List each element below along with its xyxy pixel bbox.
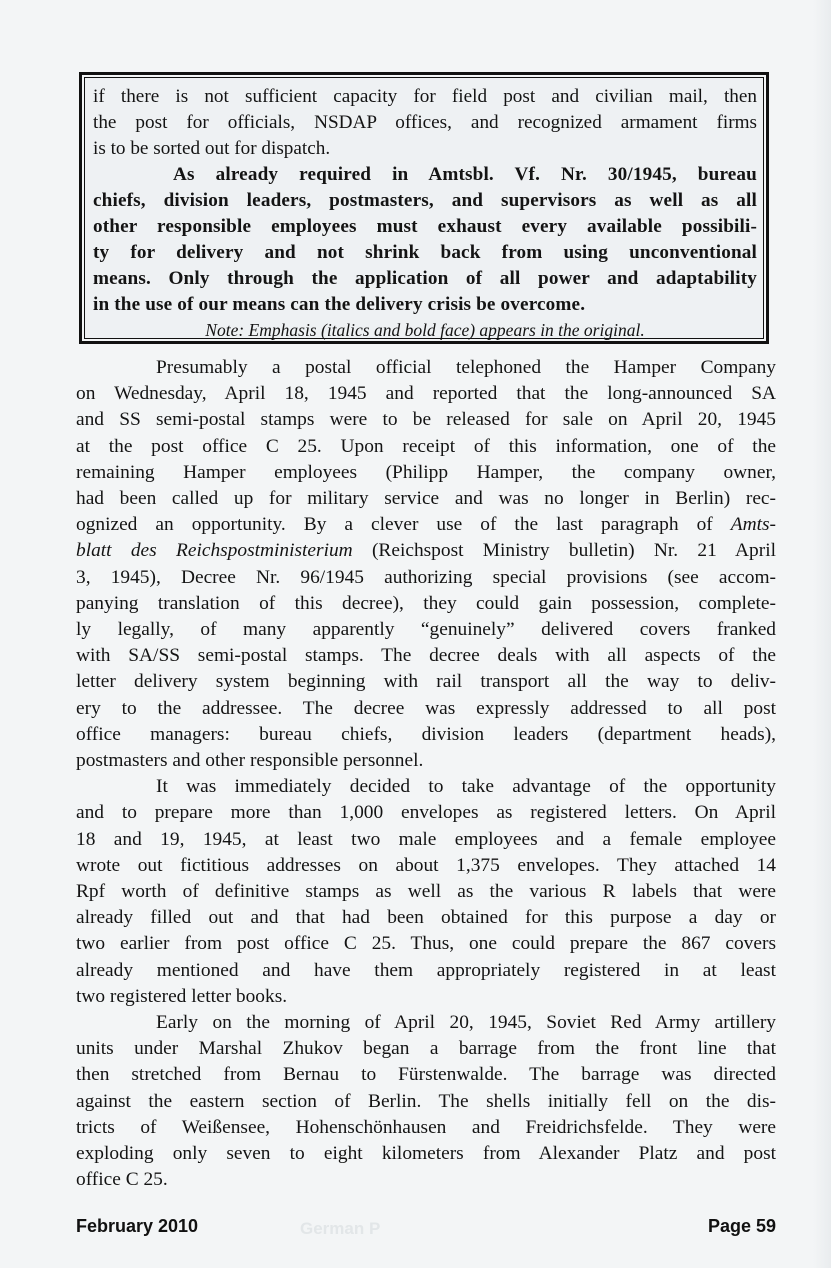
footer-date: February 2010 bbox=[76, 1216, 199, 1236]
text-line: Presumably a postal official telephoned the Hamper Company bbox=[156, 357, 776, 378]
text-segment: ognized an opportunity. By a clever use of the last paragraph of bbox=[76, 514, 731, 536]
text-line: Rpf worth of definitive stamps as well as the various R labels that were bbox=[76, 881, 776, 903]
text-line: office C 25. bbox=[76, 1169, 168, 1191]
page-edge-shadow bbox=[813, 0, 831, 1268]
text-line: at the post office C 25. Upon receipt of this information, one of the bbox=[76, 435, 776, 457]
text-line: already mentioned and have them appropriately registered in at least bbox=[76, 959, 776, 981]
quote-bold-text bbox=[93, 162, 757, 318]
text-line: letter delivery system beginning with rail transport all the way to deliv- bbox=[76, 671, 776, 693]
text-line: postmasters and other responsible personnel. bbox=[76, 750, 424, 772]
text-segment: (Reichspost Ministry bulletin) Nr. 21 April bbox=[352, 540, 776, 562]
emphasis-note: Note: Emphasis (italics and bold face) appears in the original. bbox=[205, 320, 645, 340]
quote-line: the post for officials, NSDAP offices, and recognized armament firms bbox=[93, 112, 757, 133]
text-line: ly legally, of many apparently “genuinely” delivered covers franked bbox=[76, 619, 776, 641]
quote-line: is to be sorted out for dispatch. bbox=[93, 138, 331, 159]
text-line: and to prepare more than 1,000 envelopes as registered letters. On April bbox=[76, 802, 776, 824]
quote-bold-line: chiefs, division leaders, postmasters, and supervisors as well as all bbox=[93, 190, 757, 211]
text-line: and SS semi-postal stamps were to be released for sale on April 20, 1945 bbox=[76, 409, 776, 431]
quote-line: if there is not sufficient capacity for field post and civilian mail, then bbox=[93, 86, 757, 107]
quote-bold-line: ty for delivery and not shrink back from using unconventional bbox=[93, 242, 757, 263]
text-line: had been called up for military service and was no longer in Berlin) rec- bbox=[76, 488, 776, 510]
text-line: Early on the morning of April 20, 1945, Soviet Red Army artillery bbox=[156, 1012, 776, 1034]
text-line: remaining Hamper employees (Philipp Hamper, the company owner, bbox=[76, 461, 776, 483]
boxed-quote bbox=[79, 72, 769, 344]
boxed-quote-inner bbox=[84, 77, 764, 339]
text-line: already filled out and that had been obtained for this purpose a day or bbox=[76, 907, 776, 929]
text-line: units under Marshal Zhukov began a barrage from the front line that bbox=[76, 1038, 776, 1060]
quote-bold-line: in the use of our means can the delivery crisis be overcome. bbox=[93, 294, 586, 315]
text-line: with SA/SS semi-postal stamps. The decree deals with all aspects of the bbox=[76, 645, 776, 667]
quote-bold-line: means. Only through the application of all power and adaptability bbox=[93, 268, 757, 289]
paragraph-1 bbox=[76, 355, 776, 774]
text-line bbox=[76, 512, 776, 538]
quote-bold-line: As already required in Amtsbl. Vf. Nr. 30/1945, bureau bbox=[173, 164, 757, 185]
paragraph-2 bbox=[76, 774, 776, 1010]
text-line: wrote out fictitious addresses on about 1,375 envelopes. They attached 14 bbox=[76, 854, 776, 876]
text-line bbox=[76, 538, 776, 564]
italic-title: blatt des Reichspostministerium bbox=[76, 540, 353, 562]
text-line: exploding only seven to eight kilometers from Alexander Platz and post bbox=[76, 1143, 776, 1165]
text-line: tricts of Weißensee, Hohenschönhausen and Freidrichsfelde. They were bbox=[76, 1116, 776, 1138]
quote-bold-line: other responsible employees must exhaust every available possibili- bbox=[93, 216, 757, 237]
page-number: Page 59 bbox=[707, 1216, 776, 1236]
paragraph-3 bbox=[76, 1010, 776, 1193]
quote-plain-text bbox=[93, 84, 757, 162]
page-footer bbox=[76, 1216, 776, 1237]
text-line: It was immediately decided to take advantage of the opportunity bbox=[156, 776, 776, 798]
text-line: 3, 1945), Decree Nr. 96/1945 authorizing special provisions (see accom- bbox=[76, 566, 776, 588]
text-line: office managers: bureau chiefs, division leaders (department heads), bbox=[76, 723, 776, 745]
text-line: 18 and 19, 1945, at least two male employees and a female employee bbox=[76, 828, 776, 850]
text-line: panying translation of this decree), they could gain possession, complete- bbox=[76, 592, 776, 614]
text-line: two earlier from post office C 25. Thus, one could prepare the 867 covers bbox=[76, 933, 776, 955]
text-line: two registered letter books. bbox=[76, 985, 288, 1007]
text-line: against the eastern section of Berlin. The shells initially fell on the dis- bbox=[76, 1090, 776, 1112]
text-line: then stretched from Bernau to Fürstenwalde. The barrage was directed bbox=[76, 1064, 776, 1086]
text-line: ery to the addressee. The decree was expressly addressed to all post bbox=[76, 697, 776, 719]
text-line: on Wednesday, April 18, 1945 and reported that the long-announced SA bbox=[76, 383, 776, 405]
italic-title: Amts- bbox=[730, 514, 776, 536]
article-body bbox=[76, 355, 776, 1194]
bleed-through-text: German P bbox=[300, 1219, 381, 1238]
